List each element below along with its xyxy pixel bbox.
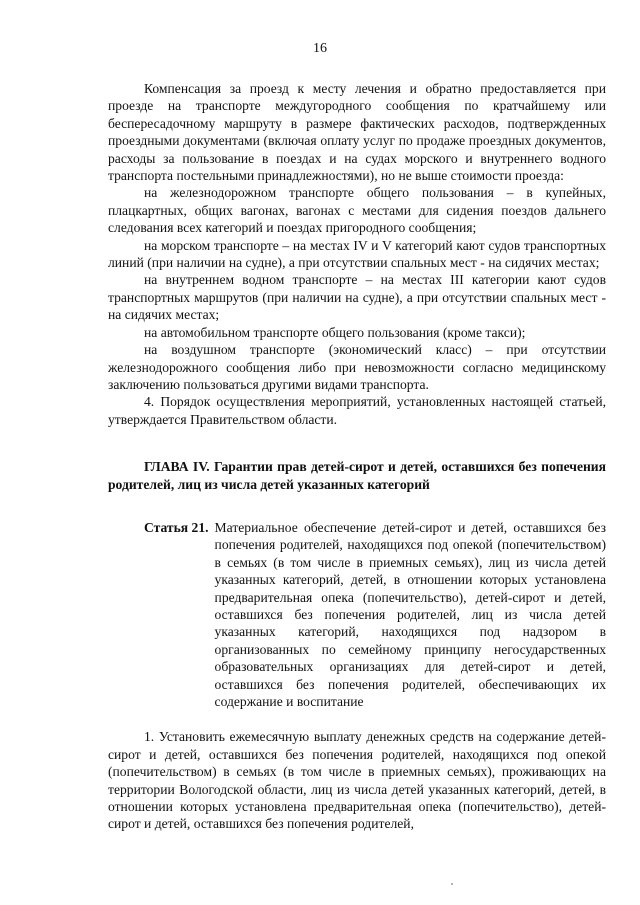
article-title: Материальное обеспечение детей-сирот и детей, оставшихся без попечения родителей, находящихся под опекой (попечительством) в семьях (в том числе в приемных семьях), лиц из числа детей указанных категорий, детей, в отношении которых установлена предварительная опека (попечительство), детей-сирот и детей, оставшихся без попечения родителей, лиц из числа детей указанных категорий, находящихся под надзором в организованных по семейному принципу негосударственных образовательных организациях для детей-сирот и детей, оставшихся без попечения родителей, обеспечивающих их содержание и воспитание xyxy=(214,519,606,709)
section-gap xyxy=(108,710,606,728)
paragraph-road-transport: на автомобильном транспорте общего пользования (кроме такси); xyxy=(144,324,526,340)
paragraph-procedure: 4. Порядок осуществления мероприятий, установленных настоящей статьей, утверждается Правительством области. xyxy=(108,394,606,427)
scan-speck xyxy=(451,883,453,885)
paragraph-compensation-intro: Компенсация за проезд к месту лечения и обратно предоставляется при проезде на транспорте междугородного сообщения по кратчайшему или беспересадочному маршруту в размере фактических расходов, подтвержденных проездными документами (включая оплату услуг по продаже проездных документов, расходы за пользование в поездах и на судах морского и внутреннего водного транспорта постельными принадлежностями), но не выше стоимости проезда: xyxy=(108,81,606,184)
article-header xyxy=(108,519,606,710)
paragraph-sea-transport: на морском транспорте – на местах IV и V категорий кают судов транспортных линий (при наличии на судне), а при отсутствии спальных мест - на сидячих местах; xyxy=(108,237,606,271)
document-body xyxy=(108,80,606,833)
paragraph-air-transport: на воздушном транспорте (экономический класс) – при отсутствии железнодорожного сообщения либо при невозможности согласно медицинскому заключению пользоваться другими видами транспорта. xyxy=(108,342,606,392)
page-number: 16 xyxy=(313,41,327,56)
paragraph-monthly-payment: 1. Установить ежемесячную выплату денежных средств на содержание детей-сирот и детей, оставшихся без попечения родителей, находящихся под опекой (попечительством) в семьях (в том числе в приемных семьях), проживающих на территории Вологодской области, лиц из числа детей указанных категорий, детей, в отношении которых установлена предварительная опека (попечительство), детей-сирот и детей, оставшихся без попечения родителей, xyxy=(108,729,606,832)
paragraph-inland-water-transport: на внутреннем водном транспорте – на местах III категории кают судов транспортных маршрутов (при наличии на судне), а при отсутствии спальных мест - на сидячих местах; xyxy=(108,272,606,323)
chapter-heading: ГЛАВА IV. Гарантии прав детей-сирот и детей, оставшихся без попечения родителей, лиц из числа детей указанных категорий xyxy=(108,459,606,492)
article-label: Статья 21. xyxy=(144,519,209,535)
paragraph-railway-transport: на железнодорожном транспорте общего пользования – в купейных, плацкартных, общих вагонах, вагонах с местами для сидения поездов дальнего следования всех категорий и поездах пригородного сообщения; xyxy=(108,185,606,236)
